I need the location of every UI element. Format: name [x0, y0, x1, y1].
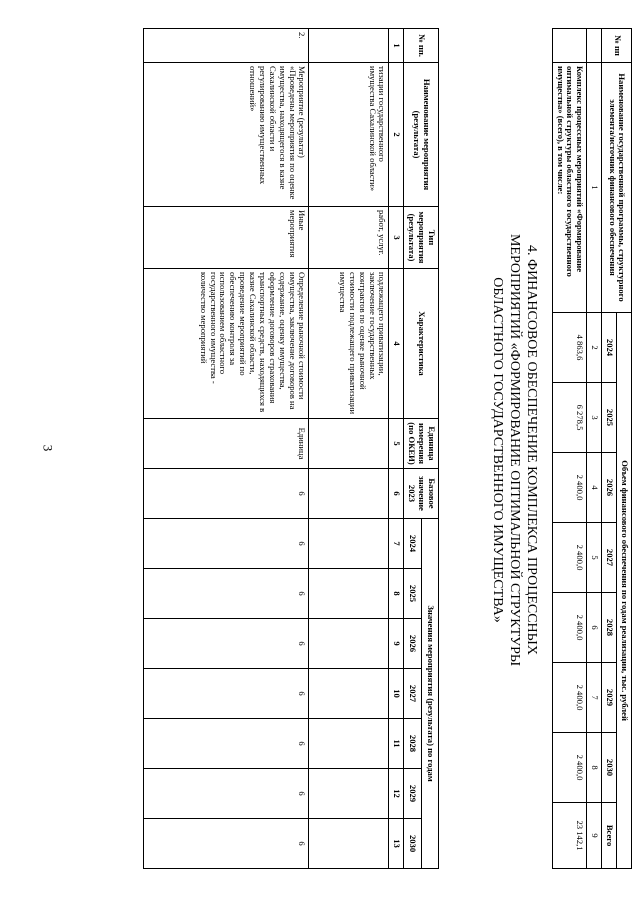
measures-row-unit: Единица	[144, 419, 309, 469]
finance-colnum: 9	[587, 803, 602, 869]
finance-colnum: 1	[587, 63, 602, 313]
measures-header-type: Тип мероприятия (результата)	[404, 207, 439, 269]
finance-header-year: 2026	[602, 453, 617, 523]
measures-row-num: 2.	[144, 29, 309, 63]
finance-table	[552, 28, 632, 869]
measures-value: 6	[144, 669, 309, 719]
measures-header-year: 2026	[404, 619, 421, 669]
measures-colnum: 1	[389, 29, 404, 63]
measures-header-year: 2029	[404, 769, 421, 819]
finance-colnum	[587, 29, 602, 63]
measures-colnum: 8	[389, 569, 404, 619]
measures-table	[144, 28, 440, 869]
finance-colnum: 3	[587, 383, 602, 453]
measures-colnum: 7	[389, 519, 404, 569]
measures-row-type: Иные мероприятия	[144, 207, 309, 269]
finance-value: 2 400,0	[552, 733, 587, 803]
finance-colnum: 4	[587, 453, 602, 523]
table-row	[552, 29, 587, 869]
measures-colnum: 12	[389, 769, 404, 819]
finance-row-num	[552, 29, 587, 63]
finance-header-year: 2025	[602, 383, 617, 453]
finance-colnum: 6	[587, 593, 602, 663]
table-row	[144, 29, 309, 869]
measures-value	[309, 619, 389, 669]
measures-row-char: подлежащего приватизации, заключение государственных контрактов по оценке рыночной стоимости подлежащего приватизации имущества	[309, 269, 389, 419]
measures-value: 6	[144, 769, 309, 819]
measures-header-year: 2030	[404, 819, 421, 869]
measures-header-year: 2025	[404, 569, 421, 619]
measures-row-name: Мероприятие (результат) «Проведены мероприятия по оценке имущества, находящегося в казне Сахалинской области и регулированию имущественных отношений»	[144, 63, 309, 207]
measures-colnum: 11	[389, 719, 404, 769]
measures-header-name: Наименование мероприятия (результата)	[404, 63, 439, 207]
measures-colnum: 5	[389, 419, 404, 469]
measures-colnum: 9	[389, 619, 404, 669]
finance-header-total: Всего	[602, 803, 617, 869]
measures-value	[309, 569, 389, 619]
finance-value: 2 400,0	[552, 593, 587, 663]
measures-header-values: Значения мероприятия (результата) по годам	[421, 519, 438, 869]
finance-header-year: 2028	[602, 593, 617, 663]
measures-value: 6	[144, 719, 309, 769]
measures-header-year: 2027	[404, 669, 421, 719]
finance-row-name: Комплекс процессных мероприятий «Формирование оптимальной структуры областного государственного имущества» (всего), в том числе:	[552, 63, 587, 313]
finance-colnum: 2	[587, 313, 602, 383]
section-title: 4. ФИНАНСОВОЕ ОБЕСПЕЧЕНИЕ КОМПЛЕКСА ПРОЦЕССНЫХ МЕРОПРИЯТИЙ «ФОРМИРОВАНИЕ ОПТИМАЛЬНОЙ СТРУКТУРЫ ОБЛАСТНОГО ГОСУДАРСТВЕННОГО ИМУЩЕСТВА»	[489, 233, 539, 667]
measures-value: 6	[144, 819, 309, 869]
measures-header-base: Базовое значение 2023	[404, 469, 439, 519]
finance-header-year: 2030	[602, 733, 617, 803]
measures-header-year: 2024	[404, 519, 421, 569]
measures-colnum: 2	[389, 63, 404, 207]
measures-row-base: 6	[144, 469, 309, 519]
finance-header-year: 2024	[602, 313, 617, 383]
measures-value	[309, 519, 389, 569]
measures-header-year: 2028	[404, 719, 421, 769]
measures-colnum: 4	[389, 269, 404, 419]
measures-row-type: работ, услуг.	[309, 207, 389, 269]
measures-row-base	[309, 469, 389, 519]
table-row	[309, 29, 389, 869]
measures-value: 6	[144, 619, 309, 669]
measures-value	[309, 669, 389, 719]
measures-colnum: 10	[389, 669, 404, 719]
measures-row-num	[309, 29, 389, 63]
measures-value	[309, 819, 389, 869]
measures-colnum: 3	[389, 207, 404, 269]
finance-colnum: 8	[587, 733, 602, 803]
finance-value: 2 400,0	[552, 663, 587, 733]
measures-colnum: 13	[389, 819, 404, 869]
finance-value: 2 400,0	[552, 523, 587, 593]
measures-value	[309, 719, 389, 769]
measures-row-unit	[309, 419, 389, 469]
finance-value: 4 863,6	[552, 313, 587, 383]
measures-row-name: тизации государственного имущества Сахалинской области»	[309, 63, 389, 207]
measures-row-char: Определение рыночной стоимости имущества, заключение договоров на содержание, оценку имущества, оформление договоров страхования транспортных средств, находящихся в казне Сахалинской области, проведение мероприятий по обеспечению контроля за использованием областного государственного имущества - количество мероприятий	[144, 269, 309, 419]
finance-colnum: 7	[587, 663, 602, 733]
finance-header-year: 2029	[602, 663, 617, 733]
measures-value: 6	[144, 569, 309, 619]
measures-header-char: Характеристика	[404, 269, 439, 419]
measures-header-num: № пп.	[404, 29, 439, 63]
finance-header-group: Объем финансового обеспечения по годам реализации, тыс. рублей	[617, 313, 632, 869]
finance-header-year: 2027	[602, 523, 617, 593]
finance-value: 2 400,0	[552, 453, 587, 523]
finance-header-name: Наименование государственной программы, структурного элемента/источник финансового обеспечения	[602, 63, 632, 313]
measures-value: 6	[144, 519, 309, 569]
measures-header-unit: Единица измерения (по ОКЕИ)	[404, 419, 439, 469]
finance-header-num: № пп	[602, 29, 632, 63]
finance-total: 23 142,1	[552, 803, 587, 869]
measures-value	[309, 769, 389, 819]
finance-colnum: 5	[587, 523, 602, 593]
finance-value: 6 278,5	[552, 383, 587, 453]
page-number: 3	[40, 444, 56, 452]
measures-colnum: 6	[389, 469, 404, 519]
